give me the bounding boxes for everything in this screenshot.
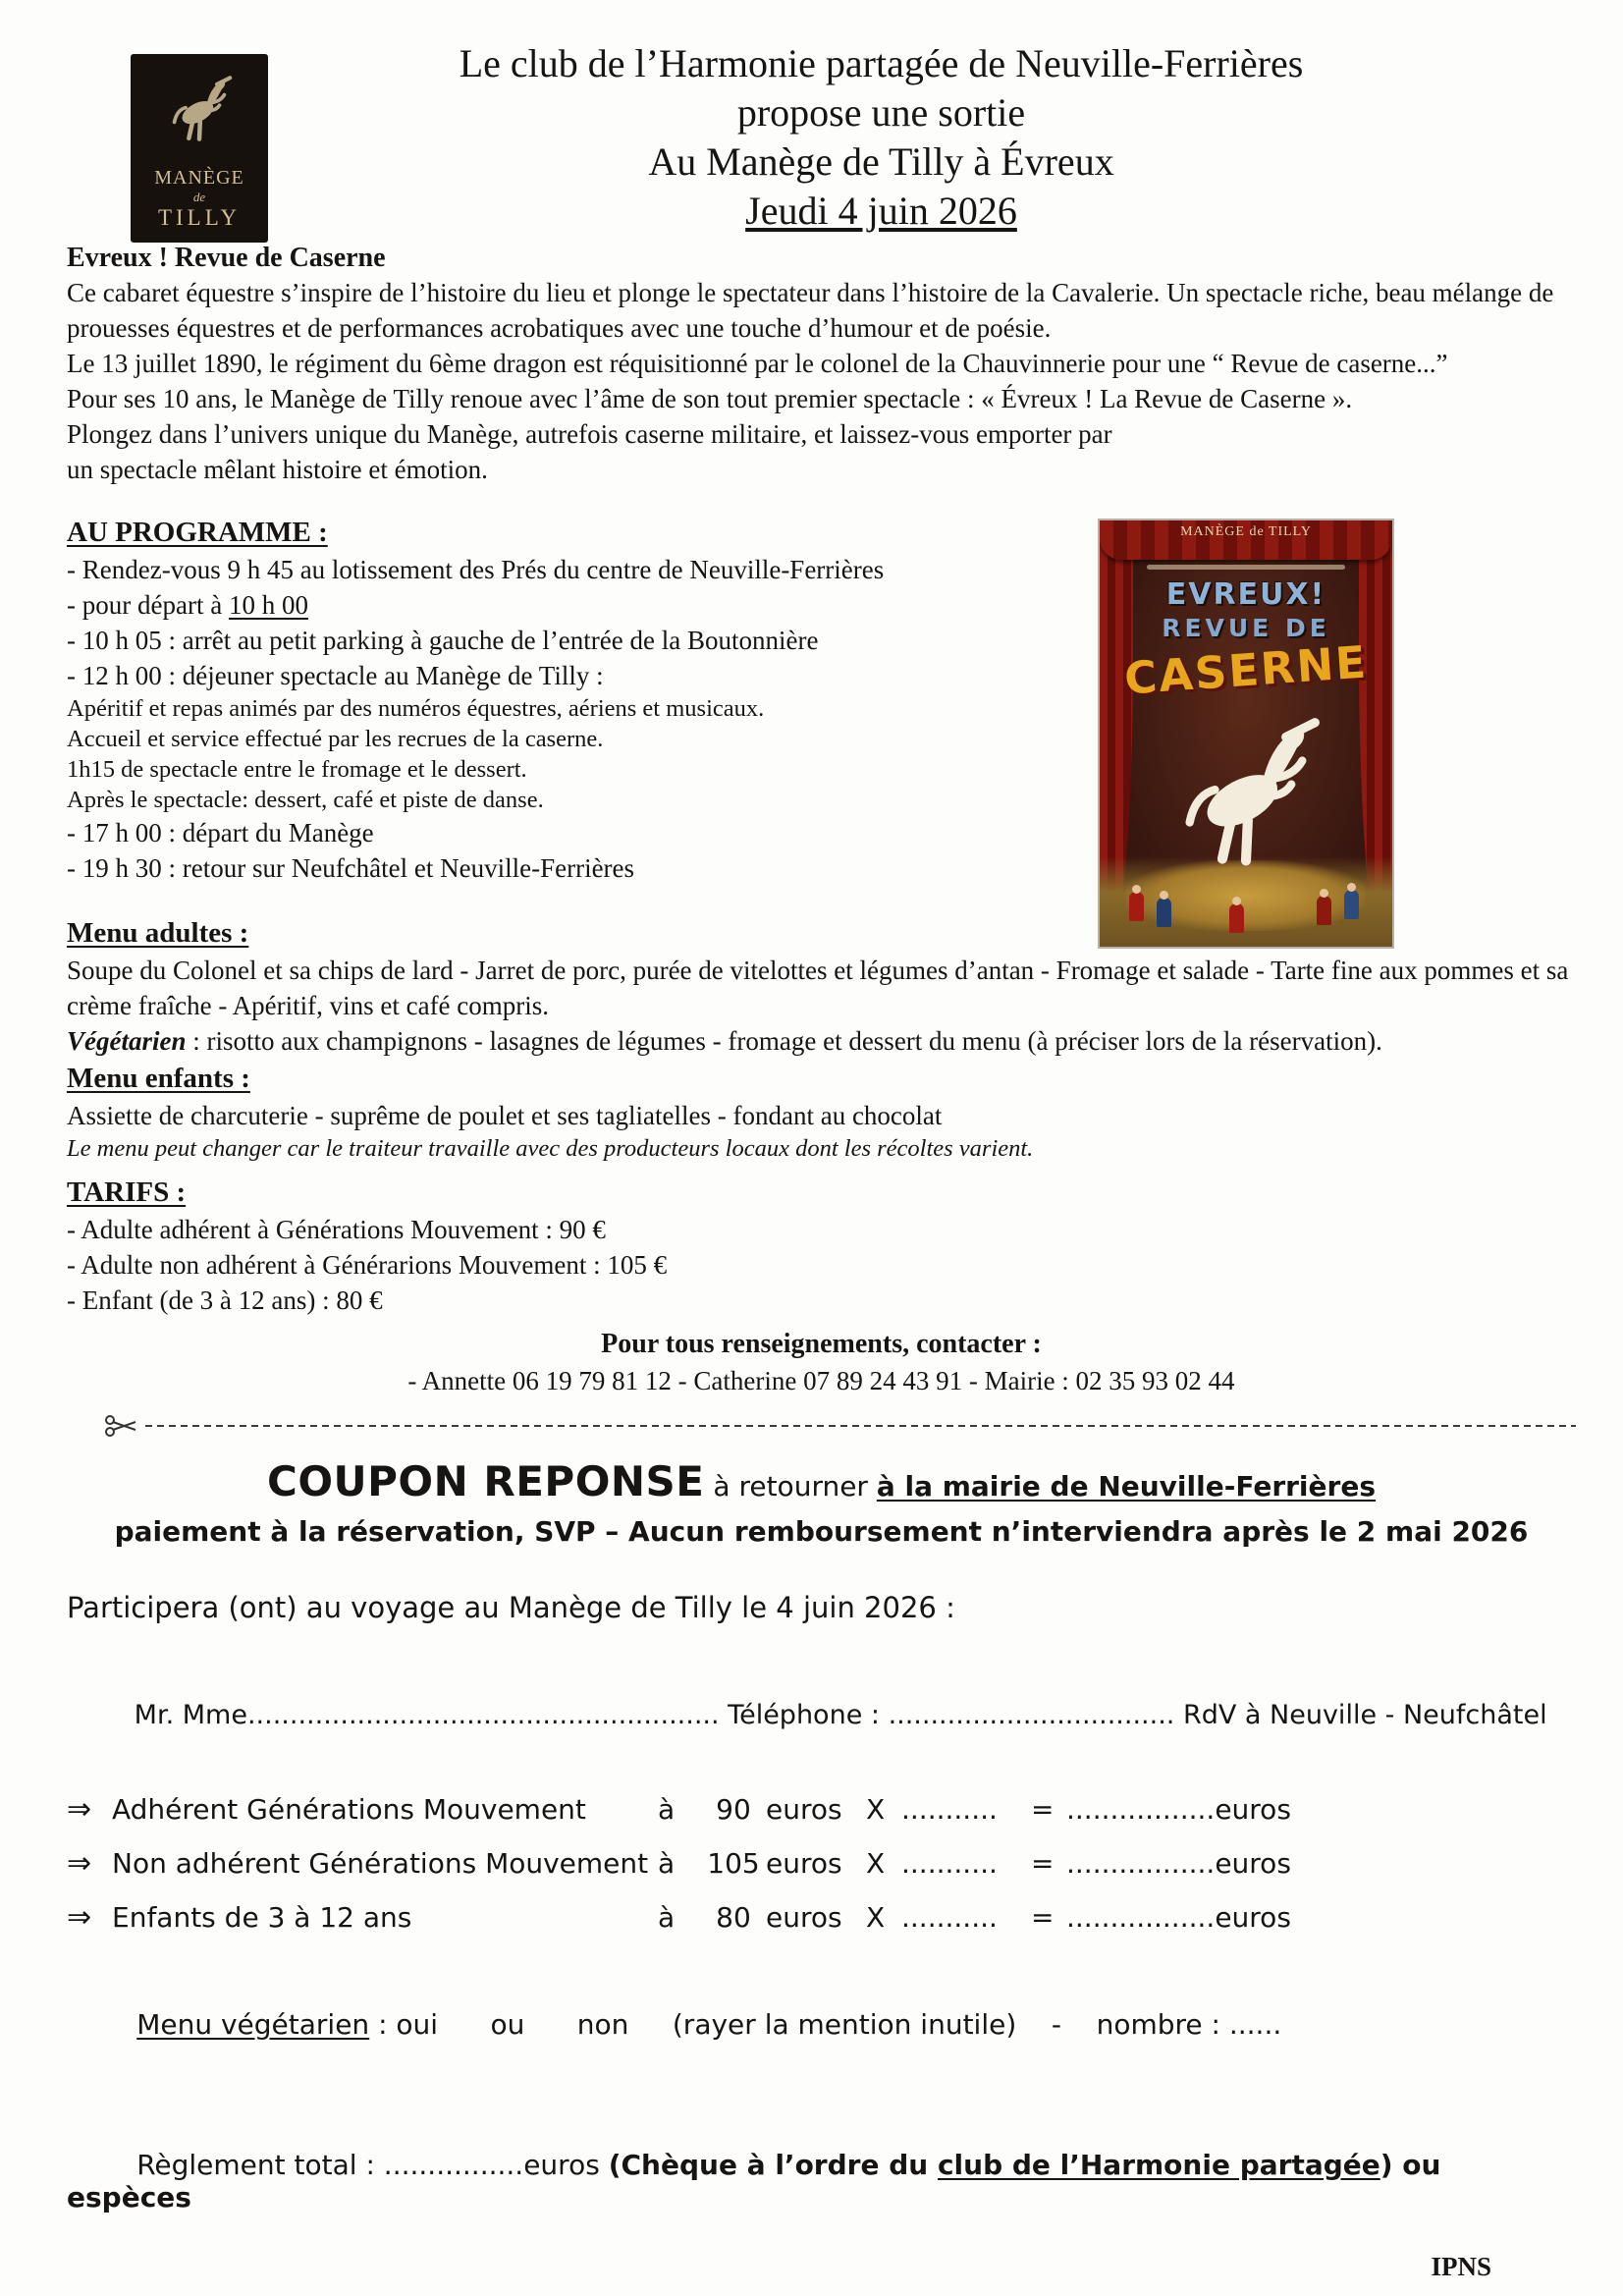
amount-blank-field[interactable]: ................ bbox=[383, 2149, 524, 2181]
ipns-mark: IPNS bbox=[1431, 2252, 1491, 2281]
coupon-row-adherent: ⇒ Adhérent Générations Mouvement à 90 euros X ........... = ................. euros bbox=[67, 1792, 1291, 1827]
double-arrow-icon: ⇒ bbox=[67, 1792, 92, 1827]
coupon-heading: COUPON REPONSE à retourner à la mairie de Neuville-Ferrières bbox=[267, 1457, 1376, 1505]
intro-paragraph-4: Plongez dans l’univers unique du Manège, autrefois caserne militaire, et laissez-vous emporter par un spectacle mêlant histoire et émotion. bbox=[67, 419, 1112, 484]
cash-option: espèces bbox=[67, 2181, 191, 2214]
total-blank-field[interactable]: ................. bbox=[1066, 1847, 1216, 1880]
tarifs-heading: TARIFS : bbox=[67, 1176, 187, 1208]
logo-text-manege: MANÈGE bbox=[154, 167, 244, 189]
vegetarian-choice-line: Menu végétarien : oui ou non (rayer la mention inutile) - nombre : ...... bbox=[136, 2008, 1282, 2041]
logo-text-tilly: TILLY bbox=[157, 205, 242, 230]
tarif-item: - Adulte non adhérent à Générarions Mouvement : 105 € bbox=[67, 1250, 668, 1280]
title-line-3: Au Manège de Tilly à Évreux bbox=[648, 139, 1114, 184]
title-line-4: Jeudi 4 juin 2026 bbox=[745, 189, 1017, 233]
show-poster bbox=[1098, 519, 1394, 949]
intro-paragraph-2: Le 13 juillet 1890, le régiment du 6ème dragon est réquisitionné par le colonel de la Chauvinnerie pour une “ Revue de caserne...” bbox=[67, 349, 1448, 378]
poster-title-revue: REVUE DE bbox=[1162, 614, 1330, 642]
program-item: - 17 h 00 : départ du Manège bbox=[67, 818, 374, 847]
page-title bbox=[250, 39, 1512, 236]
coupon-payment-note: paiement à la réservation, SVP – Aucun remboursement n’interviendra après le 2 mai 2026 bbox=[114, 1515, 1529, 1548]
payment-total-line: Règlement total : ................euros (Chèque à l’ordre du club de l’Harmonie partagée) ou espèces bbox=[67, 2149, 1480, 2214]
total-blank-field[interactable]: ................. bbox=[1066, 1901, 1216, 1934]
total-blank-field[interactable]: ................. bbox=[1066, 1793, 1216, 1826]
name-label: Mr. Mme bbox=[134, 1700, 247, 1730]
payee-name: club de l’Harmonie partagée bbox=[937, 2149, 1380, 2181]
menu-children-text: Assiette de charcuterie - suprême de poulet et ses tagliatelles - fondant au chocolat bbox=[67, 1101, 943, 1130]
program-detail: Accueil et service effectué par les recrues de la caserne. bbox=[67, 726, 604, 752]
name-phone-line bbox=[67, 1669, 1576, 1761]
title-line-2: propose une sortie bbox=[736, 90, 1026, 135]
name-blank-field[interactable]: ........................................................ bbox=[246, 1700, 720, 1730]
program-heading: AU PROGRAMME : bbox=[67, 517, 328, 548]
coupon-title: COUPON REPONSE bbox=[267, 1457, 705, 1505]
rdv-label: RdV à Neuville - Neufchâtel bbox=[1174, 1700, 1547, 1730]
poster-title-caserne: CASERNE bbox=[1122, 635, 1370, 705]
double-arrow-icon: ⇒ bbox=[67, 1846, 92, 1881]
scissors-icon bbox=[104, 1413, 139, 1439]
poster-tagline-bar bbox=[1147, 565, 1346, 570]
menu-note: Le menu peut changer car le traiteur travaille avec des producteurs locaux dont les récoltes varient. bbox=[67, 1135, 1034, 1162]
poster-figure bbox=[1129, 892, 1144, 921]
return-address: à la mairie de Neuville-Ferrières bbox=[876, 1470, 1376, 1503]
menu-children-heading: Menu enfants : bbox=[67, 1063, 250, 1094]
poster-brand: MANÈGE de TILLY bbox=[1180, 524, 1312, 539]
menu-vegetarian: Végétarien : risotto aux champignons - lasagnes de légumes - fromage et dessert du menu (à préciser lors de la réservation). bbox=[67, 1026, 1382, 1056]
program-item: - 12 h 00 : déjeuner spectacle au Manège de Tilly : bbox=[67, 661, 604, 690]
club-logo bbox=[131, 54, 268, 243]
cut-line bbox=[67, 1412, 1576, 1440]
poster-figure bbox=[1344, 890, 1359, 919]
program-detail: Après le spectacle: dessert, café et piste de danse. bbox=[67, 787, 544, 813]
coupon-row-enfants: ⇒ Enfants de 3 à 12 ans à 80 euros X ........... = ................. euros bbox=[67, 1900, 1291, 1935]
tarif-item: - Enfant (de 3 à 12 ans) : 80 € bbox=[67, 1285, 383, 1315]
poster-title-evreux: EVREUX! bbox=[1165, 577, 1326, 612]
intro-section bbox=[67, 242, 1576, 487]
tarifs-section bbox=[67, 1173, 1576, 1318]
poster-horse-icon bbox=[1156, 695, 1337, 877]
program-detail: Apéritif et repas animés par des numéros équestres, aériens et musicaux. bbox=[67, 695, 765, 722]
tarif-item: - Adulte adhérent à Générations Mouvement : 90 € bbox=[67, 1215, 606, 1244]
coupon-section bbox=[67, 1457, 1576, 2246]
program-item: - pour départ à 10 h 00 bbox=[67, 590, 308, 620]
quantity-blank-field[interactable]: ........... bbox=[901, 1847, 998, 1880]
program-item: - 19 h 30 : retour sur Neufchâtel et Neuville-Ferrières bbox=[67, 853, 635, 883]
poster-figure bbox=[1157, 898, 1171, 927]
participation-line: Participera (ont) au voyage au Manège de Tilly le 4 juin 2026 : bbox=[67, 1591, 955, 1624]
contact-heading: Pour tous renseignements, contacter : bbox=[601, 1329, 1042, 1359]
quantity-blank-field[interactable]: ........... bbox=[901, 1793, 998, 1826]
dashed-rule bbox=[145, 1425, 1576, 1427]
coupon-row-non-adherent: ⇒ Non adhérent Générations Mouvement à 105 euros X ........... = ................. euros bbox=[67, 1846, 1291, 1881]
contact-phones: - Annette 06 19 79 81 12 - Catherine 07 89 24 43 91 - Mairie : 02 35 93 02 44 bbox=[407, 1366, 1235, 1395]
double-arrow-icon: ⇒ bbox=[67, 1900, 92, 1935]
logo-text-de: de bbox=[192, 190, 206, 204]
phone-blank-field[interactable]: .................................. bbox=[888, 1700, 1175, 1730]
title-line-1: Le club de l’Harmonie partagée de Neuville-Ferrières bbox=[459, 41, 1304, 85]
poster-figure bbox=[1229, 903, 1244, 933]
contact-section bbox=[67, 1326, 1576, 1398]
menu-adults-heading: Menu adultes : bbox=[67, 917, 249, 949]
horse-icon bbox=[158, 66, 241, 146]
poster-figure bbox=[1317, 896, 1331, 925]
departure-time: 10 h 00 bbox=[228, 590, 308, 620]
menus-section bbox=[67, 913, 1576, 1165]
menu-adults-text: Soupe du Colonel et sa chips de lard - Jarret de porc, purée de vitelottes et légumes d’antan - Fromage et salade - Tarte fine aux pommes et sa crème fraîche - Apéritif, vins et café compris. bbox=[67, 956, 1569, 1020]
phone-label: Téléphone : bbox=[719, 1700, 889, 1730]
program-item: - 10 h 05 : arrêt au petit parking à gauche de l’entrée de la Boutonnière bbox=[67, 626, 819, 655]
intro-paragraph-3: Pour ses 10 ans, le Manège de Tilly renoue avec l’âme de son tout premier spectacle : « Évreux ! La Revue de Caserne ». bbox=[67, 384, 1353, 413]
header bbox=[0, 0, 1623, 236]
vegetarian-label: Menu végétarien bbox=[136, 2008, 370, 2041]
quantity-blank-field[interactable]: ........... bbox=[901, 1901, 998, 1934]
program-item: - Rendez-vous 9 h 45 au lotissement des Prés du centre de Neuville-Ferrières bbox=[67, 555, 885, 584]
intro-heading: Evreux ! Revue de Caserne bbox=[67, 243, 386, 273]
program-detail: 1h15 de spectacle entre le fromage et le dessert. bbox=[67, 756, 527, 783]
intro-paragraph-1: Ce cabaret équestre s’inspire de l’histoire du lieu et plonge le spectateur dans l’histoire de la Cavalerie. Un spectacle riche, beau mélange de prouesses équestres et de performances acrobatiques avec une touche d’humour et de poésie. bbox=[67, 278, 1554, 343]
